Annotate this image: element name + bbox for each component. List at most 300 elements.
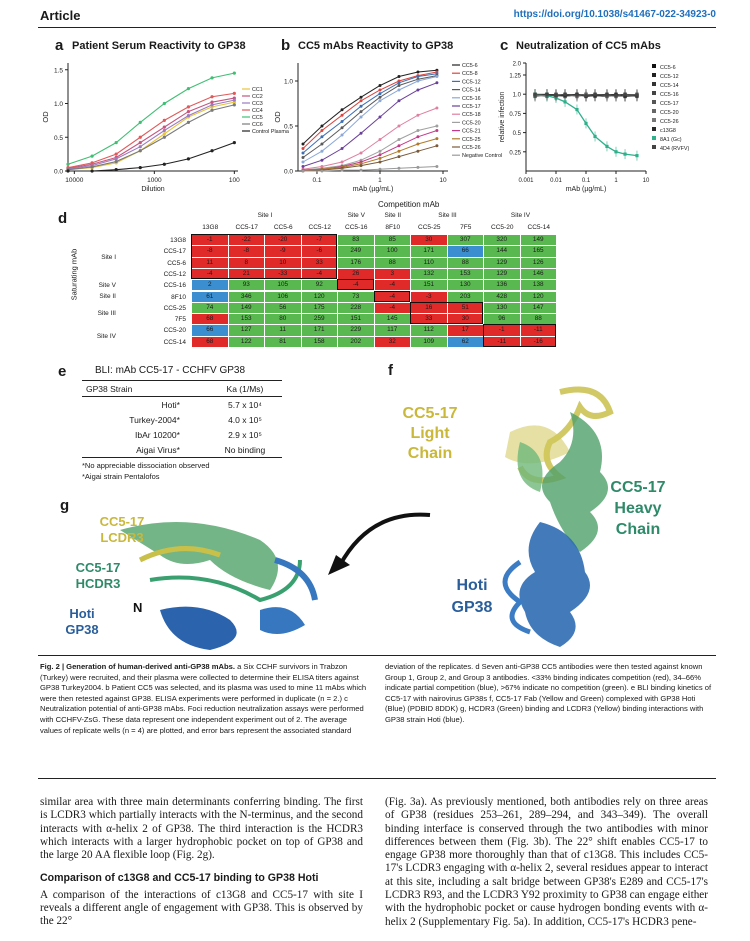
data-point bbox=[635, 93, 638, 96]
y-tick-label: 1.0 bbox=[283, 78, 293, 86]
data-point bbox=[139, 121, 142, 124]
legend-label: CC5-17 bbox=[660, 101, 679, 107]
data-point bbox=[416, 75, 419, 78]
heatmap-cell: -22 bbox=[229, 235, 265, 245]
bli-ka: 2.9 x 10⁵ bbox=[228, 429, 262, 440]
heatmap-cell: -8 bbox=[192, 246, 228, 256]
panel-b-letter: b bbox=[281, 37, 291, 54]
chart-a bbox=[40, 55, 289, 195]
data-point bbox=[90, 169, 93, 172]
data-point bbox=[320, 150, 323, 153]
data-point bbox=[605, 145, 608, 148]
x-tick-label: 0.1 bbox=[312, 177, 322, 184]
heatmap-cell: 130 bbox=[448, 280, 484, 290]
legend-label: CC5-18 bbox=[462, 112, 481, 119]
heatmap-cell: 68 bbox=[192, 337, 228, 347]
data-point bbox=[233, 141, 236, 144]
heatmap-col-label: CC5-6 bbox=[273, 224, 293, 231]
data-point bbox=[360, 96, 363, 99]
heatmap-col-label: CC5-16 bbox=[345, 224, 368, 231]
data-point bbox=[301, 143, 304, 146]
caption-rule bbox=[38, 655, 716, 656]
data-point bbox=[163, 136, 166, 139]
x-tick-label: 1 bbox=[614, 178, 618, 184]
data-point bbox=[301, 165, 304, 168]
data-point bbox=[416, 80, 419, 83]
heatmap-cell: 127 bbox=[229, 325, 265, 335]
legend-label: CC5-20 bbox=[462, 120, 481, 127]
data-point bbox=[435, 144, 438, 147]
y-tick-label: 0.0 bbox=[53, 168, 63, 176]
data-point bbox=[233, 103, 236, 106]
data-point bbox=[301, 170, 304, 173]
header-divider bbox=[38, 27, 716, 28]
data-point bbox=[320, 143, 323, 146]
data-point bbox=[341, 126, 344, 129]
caption-left-text: a Six CCHF survivors in Trabzon (Turkey) were recruited, and their plasma were collected to determine their ELISA titers against GP38 Turkey2004. b Patient CC5 was selected, and its plasma was used to mine 11 mAbs which were then retested against GP38. ELISA experiments were performed in duplicate (n = 2.) c Neutralization potential of anti-GP38 mAbs. Foci reduction neutralization assays were performed with CCHFV-ZsG. These data represent one independent experiment out of 2. The average values of replicate wells (n = 4) are plotted, and error bars represent the associated standard bbox=[40, 662, 367, 735]
heatmap-cell: 33 bbox=[302, 258, 338, 268]
caption-right: deviation of the replicates. d Seven anti-GP38 CC5 antibodies were then tested against known Group 1, Group 2, and Group 3 antibodies. <33% binding indicates competition (red), 34–66% indicate partial competition (blue), >67% indicate no competition (green). e BLI binding kinetics of CC5-17 with nairovirus GP38s f, CC5-17 Fab (Yellow and Green) complexed with GP38 Hoti (Blue) (PDBID 8DDK) g, HCDR3 (Green) binding and LCDR3 (Yellow) binding interactions with GP38 strain Hoti (blue). bbox=[385, 662, 712, 724]
heatmap-cell: 176 bbox=[338, 258, 374, 268]
bli-table-wrapper bbox=[82, 380, 282, 481]
legend-label: CC4 bbox=[252, 108, 263, 114]
g-gp38-label-1: Hoti bbox=[69, 606, 95, 621]
data-point bbox=[360, 110, 363, 113]
heatmap-cell: 96 bbox=[484, 314, 520, 324]
bli-strain: IbAr 10200* bbox=[135, 429, 180, 440]
panel-c-title: Neutralization of CC5 mAbs bbox=[516, 40, 661, 52]
data-point bbox=[320, 129, 323, 132]
data-point bbox=[139, 149, 142, 152]
bli-row bbox=[82, 412, 282, 427]
data-point bbox=[397, 138, 400, 141]
legend-label: CC3 bbox=[252, 101, 263, 107]
heatmap-cell: 138 bbox=[521, 280, 557, 290]
heatmap-col-label: CC5-12 bbox=[308, 224, 331, 231]
x-axis-label: Dilution bbox=[141, 186, 165, 193]
data-point bbox=[115, 168, 118, 171]
data-point bbox=[378, 168, 381, 171]
data-point bbox=[635, 154, 638, 157]
heatmap-cell: 122 bbox=[229, 337, 265, 347]
data-point bbox=[66, 169, 69, 172]
data-point bbox=[341, 120, 344, 123]
data-point bbox=[139, 145, 142, 148]
data-point bbox=[163, 119, 166, 122]
heatmap-cell: 17 bbox=[448, 325, 484, 335]
heatmap-cell: 320 bbox=[484, 235, 520, 245]
data-point bbox=[90, 165, 93, 168]
heavy-chain-label-3: Chain bbox=[615, 521, 661, 538]
bli-row bbox=[82, 442, 282, 458]
data-point bbox=[378, 84, 381, 87]
heatmap-cell: 85 bbox=[375, 235, 411, 245]
data-point bbox=[115, 160, 118, 163]
data-point bbox=[341, 108, 344, 111]
heatmap-row-label: CC5-17 bbox=[163, 248, 186, 256]
data-point bbox=[378, 99, 381, 102]
bli-ka: 5.7 x 10⁴ bbox=[228, 399, 262, 410]
body-right-column: (Fig. 3a). As previously mentioned, both antibodies rely on three areas of GP38 (residues 253–261, 289–294, and 343–349). The overall binding interface is conserved through the two antibodies with minor differences between them (Fig. 3b). The 22° shift enables CC5-17 to engage GP38 more thoroughly than that of c13G8. This includes CC5-17's LCDR3 engaging with α-helix 2, several residues appear to interact at this site, including a salt bridge between GP38's E289 and CC5-17's LCDR3 R93, and the LCDR3 Y92 proximity to GP38 can engage either with the hydrophobic pocket or cause hydrogen bonding events with α-helix 2 (Supplementary Fig. 5a). In addition, CC5-17's HCDR3 pene- bbox=[385, 796, 708, 928]
zoom-arrow bbox=[310, 505, 440, 595]
heatmap-cell: 80 bbox=[265, 314, 301, 324]
heatmap-cell: 2 bbox=[192, 280, 228, 290]
heatmap-cell: 129 bbox=[484, 269, 520, 279]
series-line bbox=[68, 73, 234, 164]
heatmap-cell: 88 bbox=[448, 258, 484, 268]
data-point bbox=[301, 152, 304, 155]
data-point bbox=[435, 107, 438, 110]
data-point bbox=[187, 110, 190, 113]
data-point bbox=[139, 136, 142, 139]
heatmap-cell: 229 bbox=[338, 325, 374, 335]
data-point bbox=[360, 116, 363, 119]
heatmap-cell: 30 bbox=[411, 235, 447, 245]
data-point bbox=[341, 114, 344, 117]
y-tick-label: 0.5 bbox=[283, 123, 293, 131]
bli-strain: Aigai Virus* bbox=[136, 444, 180, 455]
heatmap-cell: 149 bbox=[229, 303, 265, 313]
data-point bbox=[301, 147, 304, 150]
legend-label: CC1 bbox=[252, 87, 263, 93]
heatmap-cell: -33 bbox=[265, 269, 301, 279]
heatmap-cell: 120 bbox=[521, 292, 557, 302]
legend-label: CC5-8 bbox=[462, 71, 478, 78]
series-line bbox=[303, 74, 437, 153]
bli-ka: No binding bbox=[224, 444, 266, 455]
data-point bbox=[210, 149, 213, 152]
heatmap-cell: 68 bbox=[192, 314, 228, 324]
legend-label: 8A1 (Gc) bbox=[660, 137, 682, 143]
heatmap-cell: 81 bbox=[265, 337, 301, 347]
chart-c bbox=[492, 55, 718, 195]
heatmap-col-label: CC5-25 bbox=[418, 224, 441, 231]
data-point bbox=[378, 89, 381, 92]
heatmap-row-label: 7F5 bbox=[174, 316, 186, 324]
structure-f-image bbox=[402, 372, 710, 662]
data-point bbox=[66, 163, 69, 166]
panel-a-letter: a bbox=[55, 37, 64, 54]
panel-b-title: CC5 mAbs Reactivity to GP38 bbox=[298, 40, 454, 52]
data-point bbox=[605, 93, 608, 96]
heatmap-col-group: Site IV bbox=[510, 212, 531, 219]
data-point bbox=[435, 125, 438, 128]
heatmap-group-box bbox=[337, 279, 374, 290]
y-tick-label: 2.0 bbox=[512, 61, 521, 68]
heatmap-cell: 428 bbox=[484, 292, 520, 302]
legend-label: CC5-21 bbox=[462, 128, 481, 135]
heatmap-cell: 62 bbox=[448, 337, 484, 347]
heatmap-group-box bbox=[410, 302, 483, 325]
data-point bbox=[341, 147, 344, 150]
legend-swatch bbox=[652, 73, 656, 77]
y-axis-label: OD bbox=[273, 111, 282, 123]
data-point bbox=[397, 144, 400, 147]
heatmap-row-group: Site I bbox=[101, 253, 116, 261]
data-point bbox=[378, 157, 381, 160]
data-point bbox=[187, 114, 190, 117]
heatmap-cell: -20 bbox=[265, 235, 301, 245]
data-point bbox=[163, 102, 166, 105]
heatmap-cell: 165 bbox=[521, 246, 557, 256]
x-tick-label: 1000 bbox=[147, 177, 162, 184]
heatmap-cell: 8 bbox=[229, 258, 265, 268]
heatmap-cell: -8 bbox=[229, 246, 265, 256]
data-point bbox=[397, 81, 400, 84]
data-point bbox=[115, 153, 118, 156]
heatmap-cell: -1 bbox=[192, 235, 228, 245]
data-point bbox=[378, 92, 381, 95]
heatmap-row-group: Site V bbox=[98, 281, 116, 289]
data-point bbox=[416, 71, 419, 74]
x-tick-label: 10000 bbox=[65, 177, 84, 184]
gp38-label-1: Hoti bbox=[456, 577, 488, 594]
heatmap-row-label: CC5-20 bbox=[163, 327, 186, 335]
y-tick-label: 0.0 bbox=[283, 168, 293, 176]
heatmap-cell: 153 bbox=[448, 269, 484, 279]
data-point bbox=[545, 93, 548, 96]
legend-label: CC5-20 bbox=[660, 110, 679, 116]
heatmap-cell: 88 bbox=[375, 258, 411, 268]
bli-row bbox=[82, 427, 282, 442]
heatmap-row-label: CC5-14 bbox=[163, 338, 186, 346]
legend-label: CC6 bbox=[252, 122, 263, 128]
legend-swatch bbox=[652, 82, 656, 86]
legend-label: 4D4 (RVFV) bbox=[660, 146, 690, 152]
heatmap-cell: 153 bbox=[229, 314, 265, 324]
heatmap-title: Competition mAb bbox=[378, 200, 440, 209]
heatmap-col-group: Site I bbox=[257, 212, 273, 219]
bli-row bbox=[82, 397, 282, 413]
legend-label: CC5 bbox=[252, 115, 263, 121]
data-point bbox=[378, 153, 381, 156]
y-axis-label: OD bbox=[41, 111, 50, 123]
data-point bbox=[163, 126, 166, 129]
competition-heatmap bbox=[69, 200, 678, 360]
section-heading: Comparison of c13G8 and CC5-17 binding to GP38 Hoti bbox=[40, 872, 319, 885]
legend-swatch bbox=[652, 145, 656, 149]
legend-label: CC5-6 bbox=[660, 65, 676, 71]
heatmap-cell: -3 bbox=[411, 292, 447, 302]
heatmap-row-label: CC5-25 bbox=[163, 304, 186, 312]
legend-label: CC5-14 bbox=[462, 87, 481, 94]
data-point bbox=[378, 96, 381, 99]
series-line bbox=[68, 98, 234, 168]
panel-d-letter: d bbox=[58, 210, 68, 227]
legend-label: CC5-26 bbox=[462, 145, 481, 151]
data-point bbox=[554, 94, 557, 97]
y-tick-label: 0.5 bbox=[53, 134, 63, 142]
bli-col-ka: Ka (1/Ms) bbox=[226, 383, 264, 394]
heatmap-cell: -4 bbox=[192, 269, 228, 279]
heatmap-cell: -4 bbox=[375, 292, 411, 302]
x-tick-label: 0.001 bbox=[518, 178, 534, 184]
lcdr3-label-1: CC5-17 bbox=[99, 514, 145, 529]
data-point bbox=[163, 163, 166, 166]
data-point bbox=[187, 121, 190, 124]
heatmap-row-label: CC5-12 bbox=[163, 270, 186, 278]
heatmap-cell: 30 bbox=[448, 314, 484, 324]
light-chain-label-2: Light bbox=[410, 425, 450, 442]
legend-label: CC5-16 bbox=[660, 92, 679, 98]
legend-label: CC5-12 bbox=[462, 79, 481, 86]
data-point bbox=[397, 167, 400, 170]
legend-label: CC5-14 bbox=[660, 83, 679, 89]
panel-e-letter: e bbox=[58, 363, 67, 380]
heatmap-cell: 120 bbox=[302, 292, 338, 302]
legend-label: Negative Control bbox=[462, 153, 503, 160]
data-point bbox=[90, 161, 93, 164]
heatmap-cell: -4 bbox=[375, 280, 411, 290]
data-point bbox=[341, 169, 344, 172]
data-point bbox=[416, 150, 419, 153]
heatmap-cell: -9 bbox=[265, 246, 301, 256]
heatmap-cell: -11 bbox=[484, 337, 520, 347]
data-point bbox=[416, 89, 419, 92]
panel-a-title: Patient Serum Reactivity to GP38 bbox=[72, 40, 246, 52]
x-axis-label: mAb (µg/mL) bbox=[565, 186, 607, 193]
heatmap-col-group: Site III bbox=[438, 212, 457, 219]
data-point bbox=[416, 143, 419, 146]
heatmap-row-label: 13G8 bbox=[170, 237, 186, 244]
heatmap-cell: 129 bbox=[484, 258, 520, 268]
body-left-column bbox=[40, 796, 363, 929]
heatmap-group-box bbox=[483, 324, 556, 347]
heatmap-col-label: CC5-17 bbox=[235, 224, 258, 231]
heatmap-cell: 126 bbox=[521, 258, 557, 268]
legend-label: CC5-26 bbox=[660, 119, 679, 125]
legend-label: c13G8 bbox=[660, 128, 676, 134]
heatmap-row-group: Site IV bbox=[96, 332, 116, 340]
legend-swatch bbox=[652, 64, 656, 68]
data-point bbox=[593, 135, 596, 138]
panel-c-letter: c bbox=[500, 37, 509, 54]
data-point bbox=[416, 114, 419, 117]
heatmap-cell: 33 bbox=[411, 314, 447, 324]
legend-label: Control Plasma bbox=[252, 129, 289, 135]
heatmap-col-label: 7F5 bbox=[460, 224, 472, 231]
data-point bbox=[614, 150, 617, 153]
heatmap-cell: 100 bbox=[375, 246, 411, 256]
data-point bbox=[320, 170, 323, 173]
panel-e-title: BLI: mAb CC5-17 - CCHFV GP38 bbox=[95, 365, 246, 376]
heatmap-cell: 346 bbox=[229, 292, 265, 302]
heatmap-cell: 149 bbox=[521, 235, 557, 245]
data-point bbox=[397, 89, 400, 92]
gp38-label-2: GP38 bbox=[451, 599, 493, 616]
y-tick-label: 1.0 bbox=[512, 92, 521, 99]
data-point bbox=[210, 95, 213, 98]
heatmap-group-box bbox=[374, 291, 411, 302]
heatmap-cell: 147 bbox=[521, 303, 557, 313]
heatmap-cell: 130 bbox=[484, 303, 520, 313]
x-tick-label: 10 bbox=[642, 178, 650, 184]
series-line bbox=[68, 105, 234, 170]
x-tick-label: 0.1 bbox=[581, 178, 591, 184]
legend-label: CC5-12 bbox=[660, 74, 679, 80]
heatmap-cell: 74 bbox=[192, 303, 228, 313]
data-point bbox=[301, 161, 304, 164]
data-point bbox=[397, 75, 400, 78]
heatmap-cell: 117 bbox=[375, 325, 411, 335]
legend-swatch bbox=[652, 118, 656, 122]
data-point bbox=[378, 116, 381, 119]
data-point bbox=[360, 132, 363, 135]
data-point bbox=[435, 75, 438, 78]
caption-left bbox=[40, 662, 370, 736]
body-paragraph-1: similar area with three main determinants conferring binding. The first is LCDR3 which partially interacts with the N-terminus, and the second interacts with α-helix 2 of GP38. The third interaction is the HCDR3 which interacts with a larger hydrophobic pocket on top of GP38 and the large 20 AA flexible loop (Fig. 2g). bbox=[40, 796, 363, 862]
heatmap-cell: 105 bbox=[265, 280, 301, 290]
panel-g-letter: g bbox=[60, 497, 70, 514]
heatmap-cell: -7 bbox=[302, 235, 338, 245]
heatmap-cell: 202 bbox=[338, 337, 374, 347]
legend-swatch bbox=[652, 100, 656, 104]
x-tick-label: 0.01 bbox=[550, 178, 562, 184]
data-point bbox=[584, 122, 587, 125]
data-point bbox=[575, 108, 578, 111]
series-line bbox=[303, 76, 437, 158]
bli-col-strain: GP38 Strain bbox=[86, 383, 133, 394]
legend-label: CC2 bbox=[252, 94, 263, 100]
bli-strain: Turkey-2004* bbox=[129, 414, 180, 425]
light-chain-label-1: CC5-17 bbox=[402, 405, 458, 422]
data-point bbox=[435, 137, 438, 140]
data-point bbox=[378, 161, 381, 164]
legend-label: CC5-17 bbox=[462, 104, 481, 110]
heavy-chain-label-2: Heavy bbox=[614, 500, 662, 517]
heatmap-cell: 151 bbox=[411, 280, 447, 290]
legend-swatch bbox=[652, 91, 656, 95]
data-point bbox=[233, 72, 236, 75]
heatmap-cell: 66 bbox=[448, 246, 484, 256]
heatmap-cell: 151 bbox=[338, 314, 374, 324]
hcdr3-label-2: HCDR3 bbox=[75, 576, 121, 591]
legend-label: CC5-6 bbox=[462, 63, 478, 69]
heatmap-cell: 32 bbox=[375, 337, 411, 347]
hcdr3-label-1: CC5-17 bbox=[75, 560, 121, 575]
data-point bbox=[139, 166, 142, 169]
heatmap-ylabel: Saturating mAb bbox=[69, 248, 79, 301]
heatmap-cell: 109 bbox=[411, 337, 447, 347]
journal-section-label: Article bbox=[40, 8, 81, 23]
data-point bbox=[139, 141, 142, 144]
data-point bbox=[575, 93, 578, 96]
n-terminus-label: N bbox=[133, 600, 143, 615]
y-tick-label: 1.5 bbox=[53, 67, 63, 75]
heatmap-cell: 259 bbox=[302, 314, 338, 324]
heatmap-cell: 110 bbox=[411, 258, 447, 268]
data-point bbox=[301, 156, 304, 159]
heatmap-cell: -16 bbox=[521, 337, 557, 347]
data-point bbox=[378, 150, 381, 153]
data-point bbox=[90, 155, 93, 158]
data-point bbox=[320, 135, 323, 138]
heatmap-cell: -6 bbox=[302, 246, 338, 256]
heatmap-cell: 11 bbox=[192, 258, 228, 268]
data-point bbox=[115, 141, 118, 144]
data-point bbox=[360, 152, 363, 155]
data-point bbox=[435, 81, 438, 84]
data-point bbox=[360, 169, 363, 172]
legend-swatch bbox=[652, 136, 656, 140]
heatmap-cell: 171 bbox=[302, 325, 338, 335]
data-point bbox=[623, 153, 626, 156]
heavy-chain-label-1: CC5-17 bbox=[610, 479, 666, 496]
heatmap-cell: 92 bbox=[302, 280, 338, 290]
heatmap-col-label: CC5-14 bbox=[527, 224, 550, 231]
doi-link[interactable]: https://doi.org/10.1038/s41467-022-34923-0 bbox=[513, 9, 716, 20]
data-point bbox=[360, 99, 363, 102]
